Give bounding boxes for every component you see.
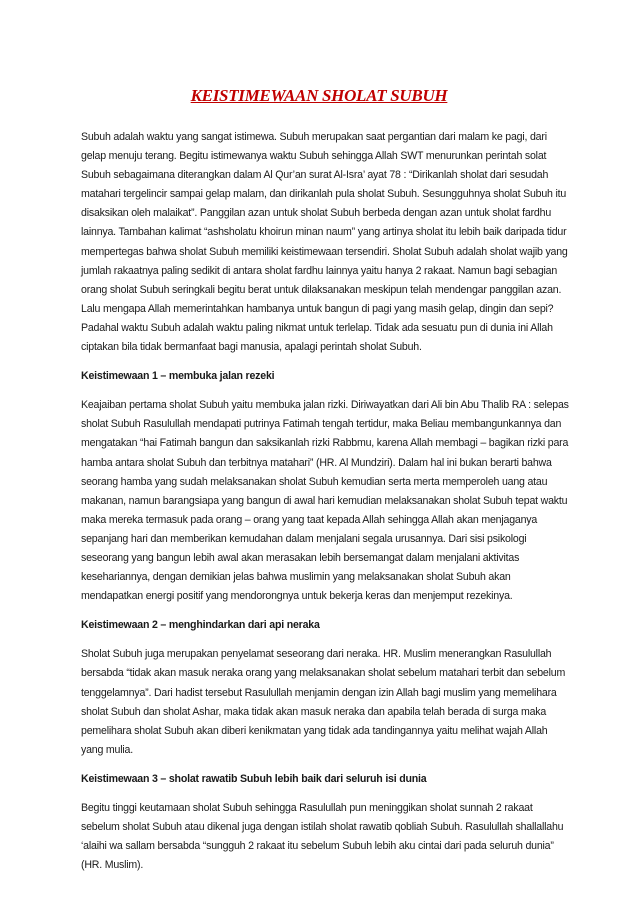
section-2-heading: Keistimewaan 2 – menghindarkan dari api neraka [81,619,320,632]
section-3-heading: Keistimewaan 3 – sholat rawatib Subuh lebih baik dari seluruh isi dunia [81,772,427,785]
document-body [81,128,571,885]
document-title: KEISTIMEWAAN SHOLAT SUBUH [190,86,448,105]
section-1-heading: Keistimewaan 1 – membuka jalan rezeki [81,370,275,383]
section-2-body: Sholat Subuh juga merupakan penyelamat seseorang dari neraka. HR. Muslim menerangkan Rasulullah bersabda “tidak akan masuk neraka orang yang melaksanakan sholat sebelum matahari terbit dan sebelum tenggelamnya”. Dari hadist tersebut Rasulullah menjamin dengan izin Allah bagi muslim yang memelihara sholat Subuh dan sholat Ashar, maka tidak akan masuk neraka dan apabila telah berada di surga maka pemelihara sholat Subuh akan diberi kenikmatan yang tidak ada tandingannya yaitu melihat wajah Allah yang mulia. [81,648,566,756]
section-1-body: Keajaiban pertama sholat Subuh yaitu membuka jalan rizki. Diriwayatkan dari Ali bin Abu Thalib RA : selepas sholat Subuh Rasulullah mendapati putrinya Fatimah tengah tertidur, maka Beliau membangunkannya dan mengatakan “hai Fatimah bangun dan saksikanlah rizki Rabbmu, karena Allah membagi – bagikan rizki para hamba antara sholat Subuh dan terbitnya matahari” (HR. Al Mundziri). Dalam hal ini bukan berarti bahwa seorang hamba yang sudah melaksanakan sholat Subuh kemudian serta merta memperoleh uang atau makanan, namun barangsiapa yang bangun di awal hari kemudian melaksanakan sholat Subuh tepat waktu maka mereka termasuk pada orang – orang yang taat kepada Allah sehingga Allah akan menjaganya sepanjang hari dan memberikan kemudahan dalam menjalani segala urusannya. Dari sisi psikologi seseorang yang bangun lebih awal akan merasakan lebih bersemangat dalam menjalani aktivitas kesehariannya, dengan demikian jelas bahwa muslimin yang melaksanakan sholat Subuh akan mendapatkan energi positif yang mendorongnya untuk bekerja keras dan menjemput rezekinya. [81,399,569,603]
section-3-body: Begitu tinggi keutamaan sholat Subuh sehingga Rasulullah pun meninggikan sholat sunnah 2 rakaat sebelum sholat Subuh atau dikenal juga dengan istilah sholat rawatib qobliah Subuh. Rasulullah shallallahu ‘alaihi wa sallam bersabda “sungguh 2 rakaat itu sebelum Subuh lebih aku cintai dari pada seluruh dunia” (HR. Muslim). [81,802,564,872]
intro-paragraph: Subuh adalah waktu yang sangat istimewa. Subuh merupakan saat pergantian dari malam ke pagi, dari gelap menuju terang. Begitu istimewanya waktu Subuh sehingga Allah SWT menurunkan perintah solat Subuh sebagaimana diterangkan dalam Al Qur’an surat Al-Isra’ ayat 78 : “Dirikanlah sholat dari sesudah matahari tergelincir sampai gelap malam, dan dirikanlah pula sholat Subuh. Sesungguhnya sholat Subuh itu disaksikan oleh malaikat”. Panggilan azan untuk sholat Subuh berbeda dengan azan untuk sholat fardhu lainnya. Tambahan kalimat “ashsholatu khoirun minan naum” yang artinya sholat itu lebih baik daripada tidur mempertegas bahwa sholat Subuh memiliki keistimewaan tersendiri. Sholat Subuh adalah sholat wajib yang jumlah rakaatnya paling sedikit di antara sholat fardhu lainnya yaitu hanya 2 rakaat. Namun bagi sebagian orang sholat Subuh seringkali begitu berat untuk dilaksanakan meskipun telah mendengar panggilan azan. Lalu mengapa Allah memerintahkan hambanya untuk bangun di pagi yang masih gelap, dingin dan sepi? Padahal waktu Subuh adalah waktu paling nikmat untuk terlelap. Tidak ada sesuatu pun di dunia ini Allah ciptakan bila tidak bermanfaat bagi manusia, apalagi perintah sholat Subuh. [81,131,568,354]
